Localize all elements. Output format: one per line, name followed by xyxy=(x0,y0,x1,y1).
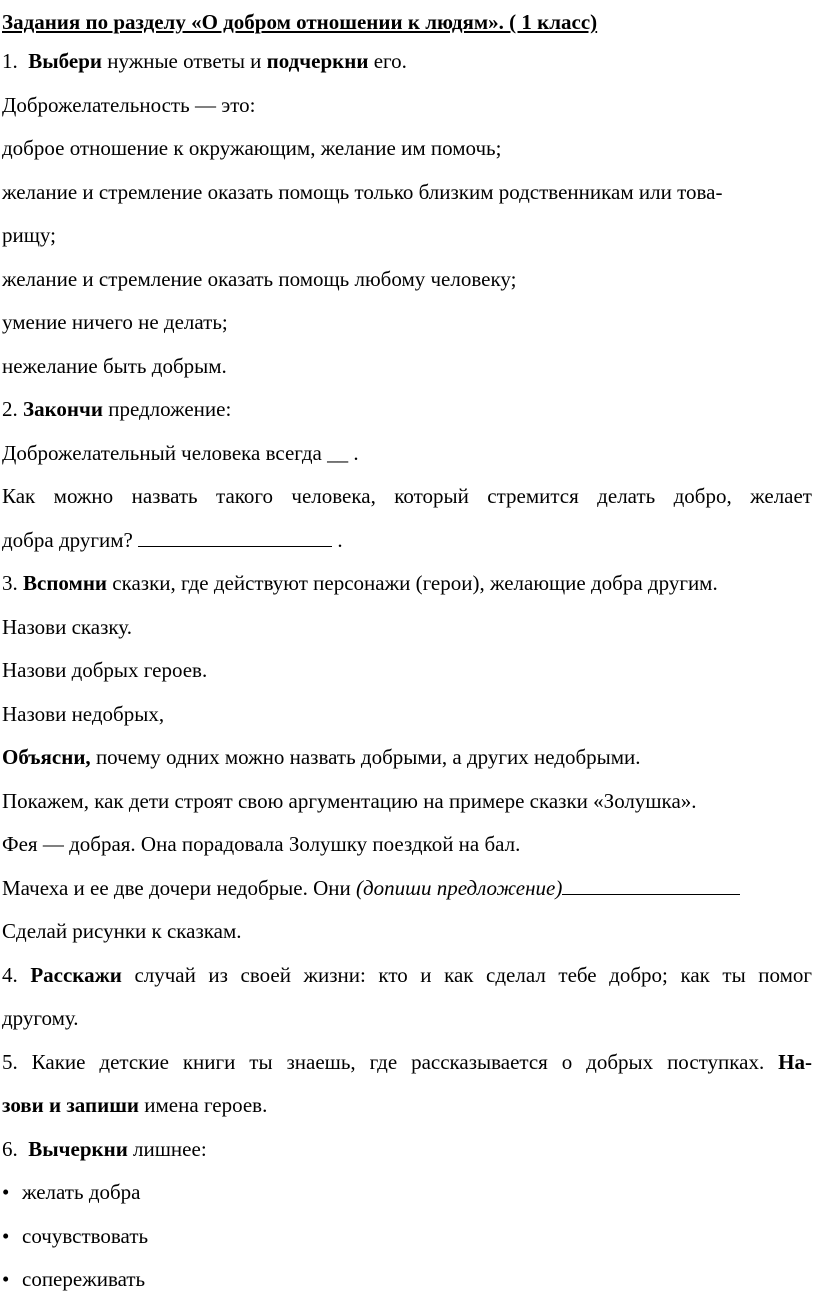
task-2-tail: предложение: xyxy=(102,397,232,421)
task-4-verb: Расскажи xyxy=(30,962,122,987)
task-3-line: Назови сказку. xyxy=(2,614,132,639)
task-5-line2 xyxy=(0,1084,816,1128)
task-1-option: умение ничего не делать; xyxy=(2,310,228,334)
task-6-heading xyxy=(0,1128,816,1172)
task-6-item-text: желать добра xyxy=(22,1180,141,1204)
answer-blank[interactable] xyxy=(138,545,332,547)
task-1-option: рищу; xyxy=(2,223,56,247)
task-3-number: 3. xyxy=(2,571,23,595)
task-3-drawing: Сделай рисунки к сказкам. xyxy=(2,919,242,943)
task-1-option: доброе отношение к окружающим, желание им помочь; xyxy=(2,136,502,160)
page-title: Задания по разделу «О добром отношении к людям». ( 1 класс) xyxy=(2,10,598,34)
task-3-verb: Вспомни xyxy=(23,571,108,595)
task-3-line: Назови недобрых, xyxy=(2,701,165,726)
task-6-verb: Вычеркни xyxy=(28,1136,128,1161)
task-6-item-text: сочувствовать xyxy=(22,1223,149,1248)
task-5-verb-part2: зови и запиши xyxy=(2,1093,140,1117)
task-2-question-line2 xyxy=(0,519,816,563)
task-2-question-start: добра другим? xyxy=(2,527,139,552)
task-1-verb2: подчеркни xyxy=(266,49,369,73)
task-1-number: 1. xyxy=(2,49,18,73)
answer-blank[interactable] xyxy=(562,893,740,895)
task-2-heading xyxy=(0,388,816,432)
task-4-number: 4. xyxy=(2,962,31,987)
task-3-explain xyxy=(0,736,816,780)
task-1-option: нежелание быть добрым. xyxy=(2,353,227,378)
task-6-item-text: сопереживать xyxy=(22,1267,146,1291)
worksheet-page xyxy=(0,4,816,1302)
task-2-question-end: . xyxy=(332,527,343,552)
task-3-example-3-hint: (допиши предложение) xyxy=(355,875,563,900)
task-3-explain-tail: почему одних можно назвать добрыми, а других недобрыми. xyxy=(90,745,641,769)
task-2-question-line1: Как можно назвать такого человека, который стремится делать добро, желает xyxy=(2,484,812,508)
task-2-verb: Закончи xyxy=(23,397,103,421)
task-6-number: 6. xyxy=(2,1136,23,1161)
task-1-option: желание и стремление оказать помощь любому человеку; xyxy=(2,266,517,291)
task-2-number: 2. xyxy=(2,397,23,421)
task-5-verb-part1: На- xyxy=(778,1049,812,1074)
task-1-lead: Доброжелательность — это: xyxy=(2,92,256,117)
task-5-line1 xyxy=(0,1041,812,1085)
task-3-example-3 xyxy=(0,867,816,911)
task-6-item xyxy=(0,1215,816,1259)
task-4-line2: другому. xyxy=(2,1006,79,1030)
task-6-item xyxy=(0,1258,816,1302)
task-1-tail: его. xyxy=(368,49,407,73)
task-1-verb: Выбери xyxy=(28,49,102,73)
bullet-icon: • xyxy=(2,1267,10,1291)
task-6-tail: лишнее: xyxy=(127,1136,207,1161)
task-3-line: Назови добрых героев. xyxy=(2,658,208,682)
task-5-start: 5. Какие детские книги ты знаешь, где рассказывается о добрых поступках. xyxy=(2,1049,779,1074)
task-3-tail: сказки, где действуют персонажи (герои), желающие добра другим. xyxy=(107,571,718,595)
task-4-heading xyxy=(0,954,812,998)
bullet-icon: • xyxy=(2,1223,10,1248)
task-3-example: Покажем, как дети строят свою аргументацию на примере сказки «Золушка». xyxy=(2,788,697,813)
task-6-item xyxy=(0,1171,816,1215)
task-5-tail: имена героев. xyxy=(139,1093,268,1117)
task-1-mid: нужные ответы и xyxy=(101,49,267,73)
task-1-option: желание и стремление оказать помощь только близким родственникам или това- xyxy=(2,179,723,204)
bullet-icon: • xyxy=(2,1180,10,1204)
task-2-sentence: Доброжелательный человека всегда __ . xyxy=(2,440,359,465)
task-3-example: Фея — добрая. Она порадовала Золушку поездкой на бал. xyxy=(2,832,521,856)
task-4-tail: случай из своей жизни: кто и как сделал тебе добро; как ты помог xyxy=(121,962,812,987)
task-3-example-3-start: Мачеха и ее две дочери недобрые. Они xyxy=(2,875,356,900)
task-3-heading xyxy=(0,562,816,606)
task-3-explain-verb: Объясни, xyxy=(2,745,91,769)
task-1-heading xyxy=(0,40,816,84)
